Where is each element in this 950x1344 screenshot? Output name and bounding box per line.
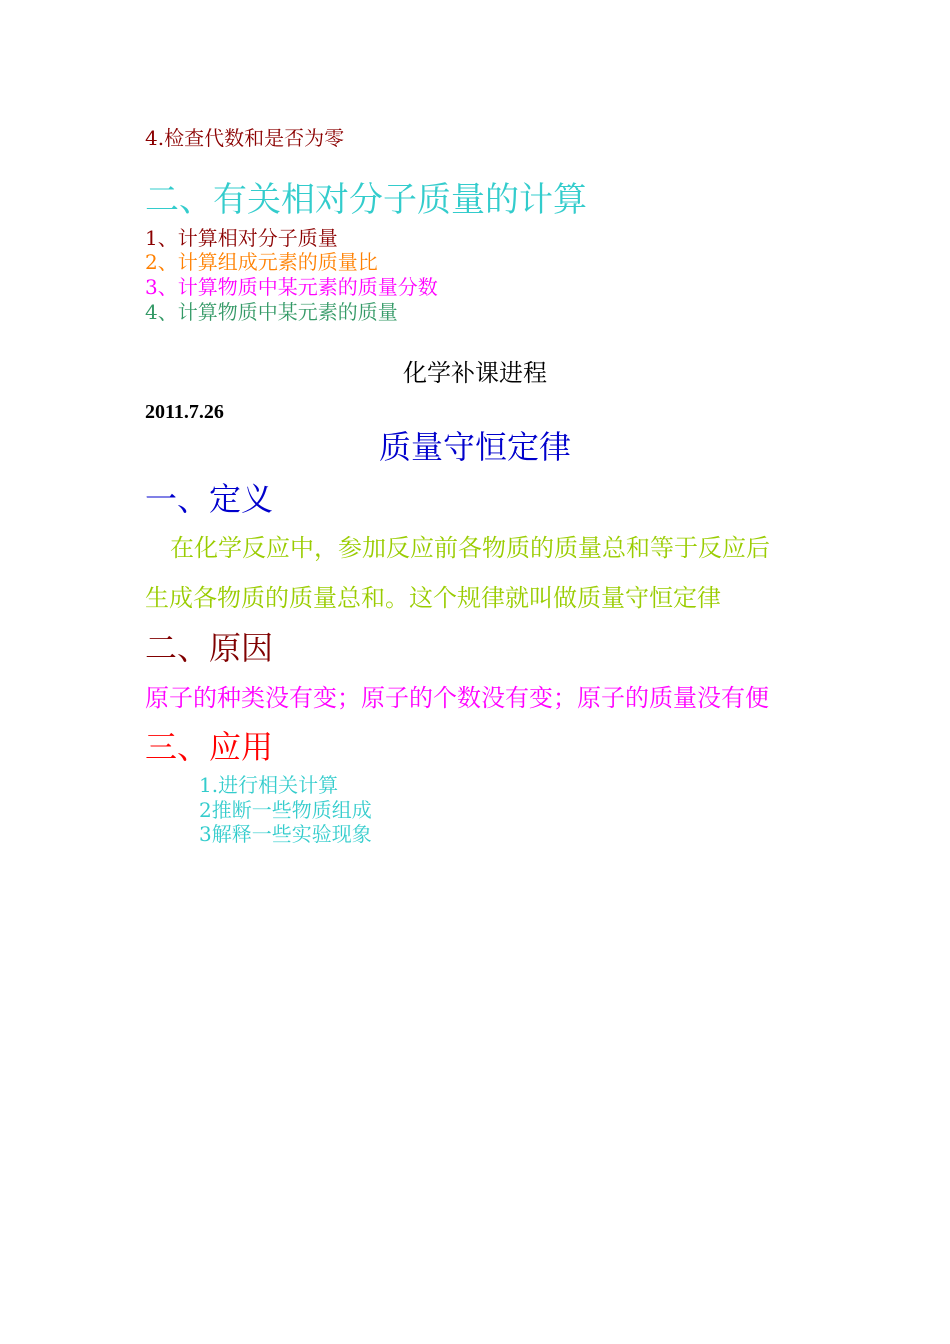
application-item-1: 1.进行相关计算 bbox=[199, 773, 339, 797]
list-item-relative-mass-3: 3、计算物质中某元素的质量分数 bbox=[145, 275, 438, 299]
list-item-relative-mass-4: 4、计算物质中某元素的质量 bbox=[145, 300, 398, 324]
document-date: 2011.7.26 bbox=[145, 401, 224, 423]
list-item-relative-mass-2: 2、计算组成元素的质量比 bbox=[145, 250, 378, 274]
section-heading-relative-mass: 二、有关相对分子质量的计算 bbox=[145, 180, 587, 220]
application-item-3: 3解释一些实验现象 bbox=[199, 822, 372, 846]
reason-text: 原子的种类没有变；原子的个数没有变；原子的质量没有便 bbox=[145, 684, 769, 712]
definition-line-1: 在化学反应中，参加反应前各物质的质量总和等于反应后 bbox=[170, 534, 770, 562]
definition-line-2: 生成各物质的质量总和。这个规律就叫做质量守恒定律 bbox=[145, 584, 721, 612]
definition-heading: 一、定义 bbox=[145, 480, 274, 518]
document-title: 化学补课进程 bbox=[403, 359, 547, 387]
application-heading: 三、应用 bbox=[145, 728, 274, 766]
list-item-relative-mass-1: 1、计算相对分子质量 bbox=[145, 226, 338, 250]
application-item-2: 2推断一些物质组成 bbox=[199, 798, 372, 822]
list-item-check-sum: 4.检查代数和是否为零 bbox=[145, 126, 345, 150]
topic-title: 质量守恒定律 bbox=[378, 428, 571, 466]
reason-heading: 二、原因 bbox=[145, 629, 274, 667]
